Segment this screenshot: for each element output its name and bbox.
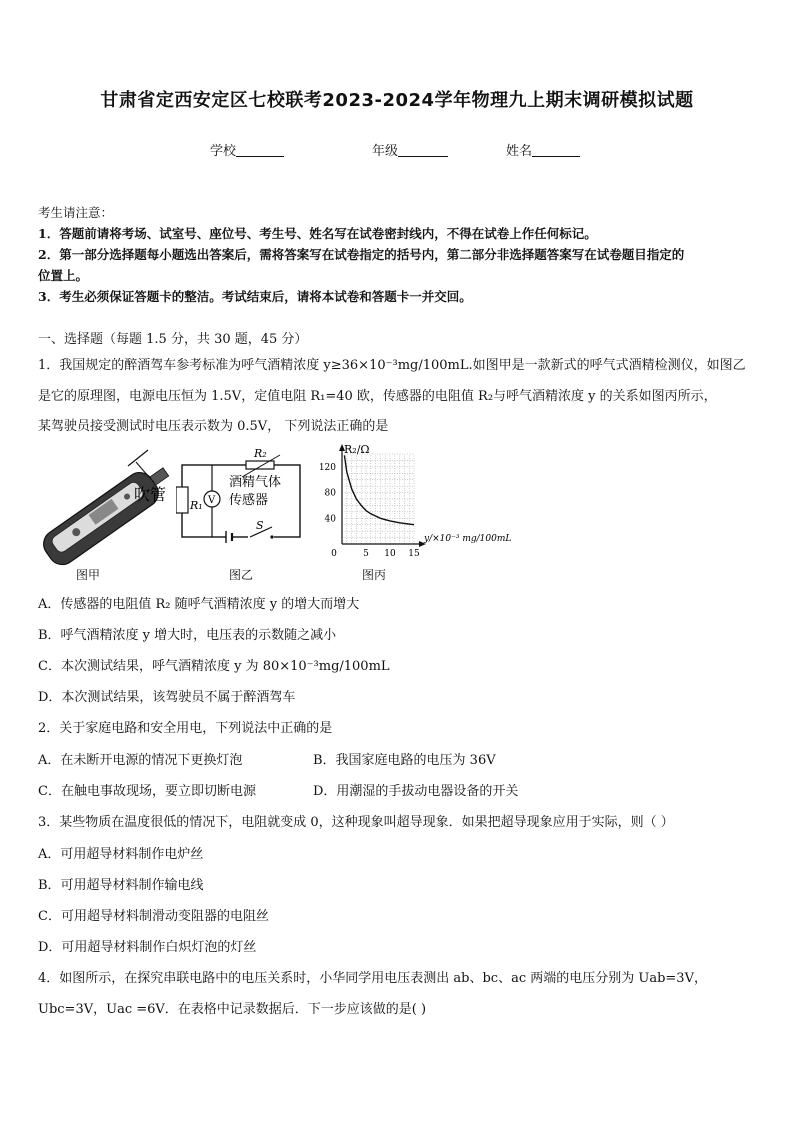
- q3-option-a: A．可用超导材料制作电炉丝: [38, 847, 204, 862]
- fig-bing-caption: 图丙: [362, 568, 387, 582]
- y-tick-label: 120: [318, 462, 336, 473]
- q3-stem: 3．某些物质在温度很低的情况下，电阻就变成 0，这种现象叫超导现象．如果把超导现象应用于实际，则（ ）: [38, 815, 674, 830]
- q3-option-b: B．可用超导材料制作输电线: [38, 878, 204, 893]
- notice-item: 3．考生必须保证答题卡的整洁。考试结束后，请将本试卷和答题卡一并交回。: [38, 289, 472, 304]
- notice-item: 2．第一部分选择题每小题选出答案后，需将答案写在试卷指定的括号内，第二部分非选择题答案写在试卷题目指定的: [38, 247, 685, 262]
- r2-resistor: [246, 461, 274, 469]
- q1-line: 某驾驶员接受测试时电压表示数为 0.5V， 下列说法正确的是: [38, 419, 389, 434]
- blow-tube-label: 吹管: [134, 485, 167, 504]
- r1-label: R₁: [190, 499, 203, 512]
- y-tick-label: 40: [324, 514, 336, 525]
- x-tick-label: 5: [363, 549, 369, 559]
- page-title: 甘肃省定西安定区七校联考2023-2024学年物理九上期末调研模拟试题: [100, 90, 694, 111]
- y-tick-label: 80: [324, 488, 336, 499]
- fig-yi-caption: 图乙: [229, 568, 254, 582]
- school-field: [210, 140, 284, 159]
- school-label: 学校: [210, 144, 237, 159]
- q4-line: Ubc=3V，Uac =6V．在表格中记录数据后．下一步应该做的是( ): [38, 1002, 427, 1017]
- name-blank: [532, 144, 580, 157]
- q2-option-d: D．用潮湿的手拔动电器设备的开关: [313, 784, 519, 799]
- name-field: [506, 140, 580, 159]
- q3-option-c: C．可用超导材料制滑动变阻器的电阻丝: [38, 909, 269, 924]
- q1-option-a: A．传感器的电阻值 R₂ 随呼气酒精浓度 y 的增大而增大: [38, 597, 360, 612]
- sensor-label-line1: 酒精气体: [229, 475, 282, 490]
- q1-line: 是它的原理图，电源电压恒为 1.5V，定值电阻 R₁=40 欧，传感器的电阻值 R₂与呼气酒精浓度 y 的关系如图丙所示，: [38, 389, 717, 404]
- q2-option-c: C．在触电事故现场，要立即切断电源: [38, 784, 256, 799]
- q1-line: 1．我国规定的醉酒驾车参考标准为呼气酒精浓度 y≥36×10⁻³mg/100mL.如图甲是一款新式的呼气式酒精检测仪，如图乙: [38, 358, 746, 373]
- x-tick-label: 10: [384, 549, 396, 559]
- r1-resistor: [176, 487, 188, 513]
- notice-item: 位置上。: [38, 268, 89, 283]
- r2-curve: [344, 455, 414, 524]
- switch-label: S: [256, 519, 264, 532]
- r2-concentration-graph: [310, 440, 542, 564]
- section-heading: 一、选择题（每题 1.5 分，共 30 题，45 分）: [38, 332, 308, 347]
- grade-field: [372, 140, 448, 159]
- r2-label: R₂: [254, 447, 267, 460]
- fig-jia-caption: 图甲: [76, 568, 101, 582]
- breathalyzer-figure: [36, 442, 186, 580]
- y-axis-label: R₂/Ω: [344, 443, 370, 456]
- notice-heading: 考生请注意：: [38, 205, 114, 220]
- x-tick-label: 15: [408, 549, 420, 559]
- q4-line: 4．如图所示，在探究串联电路中的电压关系时，小华同学用电压表测出 ab、bc、ac 两端的电压分别为 Uab=3V，: [38, 971, 707, 986]
- x-tick-label: 0: [331, 549, 337, 559]
- q1-option-b: B．呼气酒精浓度 y 增大时，电压表的示数随之减小: [38, 628, 337, 643]
- sensor-label-line2: 传感器: [229, 493, 269, 508]
- q2-option-a: A．在未断开电源的情况下更换灯泡: [38, 753, 243, 768]
- q3-option-d: D．可用超导材料制作白炽灯泡的灯丝: [38, 940, 257, 955]
- notice-item: 1．答题前请将考场、试室号、座位号、考生号、姓名写在试卷密封线内，不得在试卷上作任何标记。: [38, 226, 597, 241]
- school-blank: [236, 144, 284, 157]
- q2-stem: 2．关于家庭电路和安全用电，下列说法中正确的是: [38, 721, 333, 736]
- circuit-diagram: [176, 443, 306, 563]
- grade-label: 年级: [372, 144, 399, 159]
- name-label: 姓名: [506, 144, 533, 159]
- q2-option-b: B．我国家庭电路的电压为 36V: [313, 753, 496, 768]
- graph-grid: [342, 454, 414, 544]
- grade-blank: [398, 144, 448, 157]
- x-axis-label: y/×10⁻³ mg/100mL: [424, 534, 512, 544]
- q1-option-d: D．本次测试结果，该驾驶员不属于醉酒驾车: [38, 690, 296, 705]
- voltmeter-label: V: [208, 495, 216, 506]
- q1-option-c: C．本次测试结果，呼气酒精浓度 y 为 80×10⁻³mg/100mL: [38, 659, 390, 674]
